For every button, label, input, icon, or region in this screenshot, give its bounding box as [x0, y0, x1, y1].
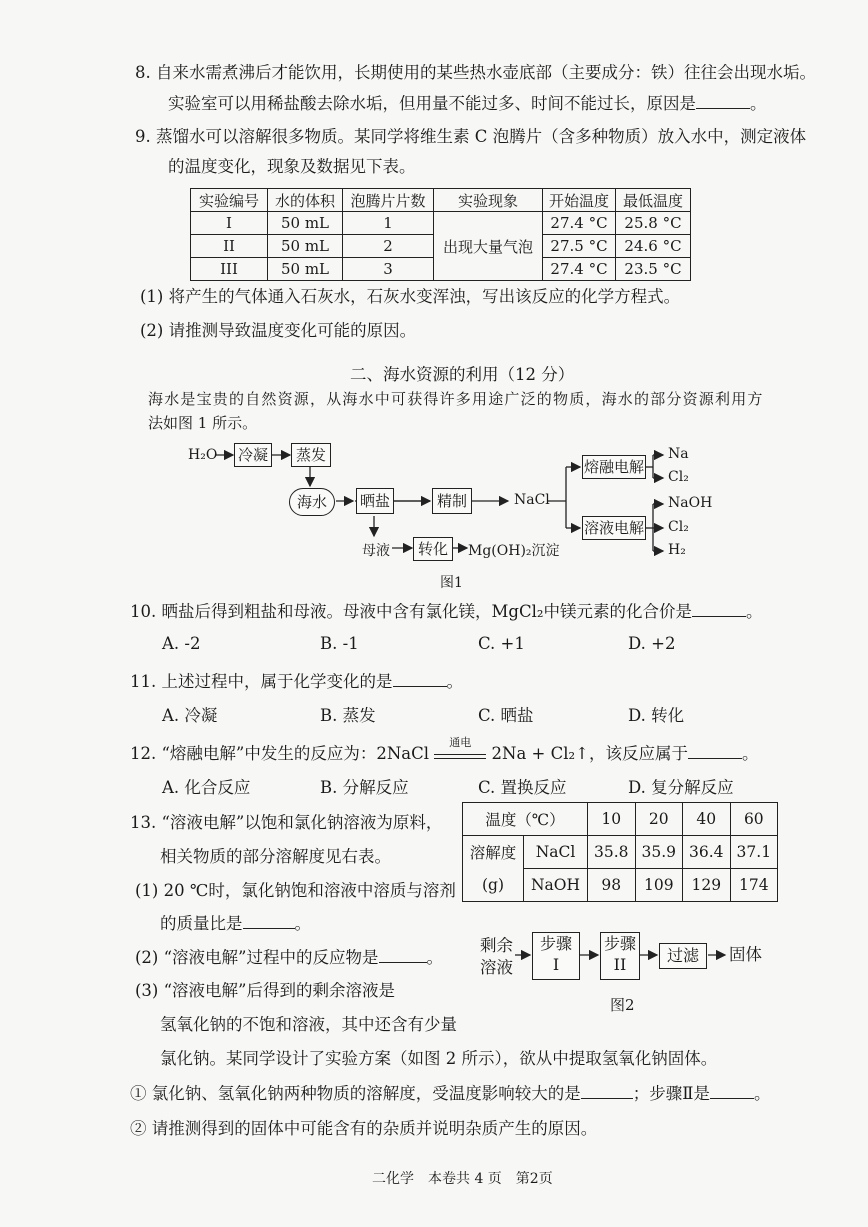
option-d[interactable]: D. 转化: [628, 706, 685, 725]
q10-stem: 10. 晒盐后得到粗盐和母液。母液中含有氯化镁，MgCl₂中镁元素的化合价是 。: [130, 602, 763, 621]
table-cell: 50 mL: [268, 258, 343, 281]
table-cell: 60: [730, 803, 778, 836]
table-cell: III: [191, 258, 268, 281]
naoh-label: NaOH: [668, 495, 713, 511]
refine-box: 精制: [432, 488, 472, 514]
solid-label: 固体: [729, 945, 762, 964]
table-cell: 10: [588, 803, 636, 836]
table-cell: 50 mL: [268, 235, 343, 258]
figure1-caption: 图1: [440, 575, 463, 591]
table-cell: 174: [730, 869, 778, 902]
sun-salt-box: 晒盐: [356, 488, 394, 514]
table-cell: 109: [635, 869, 683, 902]
table-header: 实验现象: [434, 189, 543, 212]
h2-label: H₂: [668, 542, 686, 558]
option-b[interactable]: B. -1: [320, 634, 359, 653]
q13-sub1b: 的质量比是 。: [160, 914, 311, 933]
section-intro-line2: 法如图 1 所示。: [148, 414, 258, 432]
table-cell: 20: [635, 803, 683, 836]
option-b[interactable]: B. 分解反应: [320, 778, 409, 797]
table-header: 水的体积: [268, 189, 343, 212]
condition-label: 通电: [449, 736, 472, 749]
figure2-caption: 图2: [610, 996, 635, 1014]
table-cell: II: [191, 235, 268, 258]
option-a[interactable]: A. -2: [162, 634, 201, 653]
h2o-label: H₂O: [188, 447, 218, 463]
table-cell: I: [191, 212, 268, 235]
q13-sub2: (2) “溶液电解”过程中的反应物是 。: [135, 948, 443, 967]
convert-box: 转化: [413, 537, 453, 561]
table-cell: 129: [683, 869, 731, 902]
q9-sub2: (2) 请推测导致温度变化可能的原因。: [140, 321, 417, 340]
unit-label: (g): [481, 875, 505, 894]
table-cell: 27.4 °C: [543, 212, 616, 235]
table-header: 实验编号: [191, 189, 268, 212]
mother-liquor-label: 母液: [362, 543, 390, 559]
table-cell: 3: [343, 258, 434, 281]
table-cell: 2: [343, 235, 434, 258]
cl2-label: Cl₂: [668, 519, 689, 535]
cl2-label: Cl₂: [668, 469, 689, 485]
section-intro-line1: 海水是宝贵的自然资源，从海水中可获得许多用途广泛的物质，海水的部分资源利用方: [148, 390, 764, 408]
table-header: 开始温度: [543, 189, 616, 212]
mgoh2-label: Mg(OH)₂沉淀: [468, 543, 560, 559]
q13-c2: ② 请推测得到的固体中可能含有的杂质并说明杂质产生的原因。: [130, 1119, 598, 1138]
step1-box: 步骤 I: [532, 932, 580, 980]
section-title: 二、海水资源的利用（12 分）: [350, 365, 575, 384]
nacl-label: NaCl: [514, 492, 550, 508]
step2-box: 步骤 II: [600, 932, 640, 980]
evaporate-box: 蒸发: [291, 443, 331, 467]
table-cell: 35.9: [635, 836, 683, 869]
table-cell: 98: [588, 869, 636, 902]
table-header: 泡腾片片数: [343, 189, 434, 212]
table-cell: 50 mL: [268, 212, 343, 235]
q8-line1: 8. 自来水需煮沸后才能饮用，长期使用的某些热水壶底部（主要成分：铁）往往会出现水垢。: [135, 63, 816, 82]
seawater-node: 海水: [289, 488, 335, 516]
option-b[interactable]: B. 蒸发: [320, 706, 376, 725]
q12-stem: 12. “熔融电解”中发生的反应为：2NaCl 通电 2Na + Cl₂↑，该反应属于 。: [130, 742, 758, 765]
table-cell: 36.4: [683, 836, 731, 869]
table-cell: NaOH: [524, 869, 588, 902]
remaining-solution-label: 剩余 溶液: [480, 936, 513, 977]
solubility-label-text: 溶解度: [469, 843, 517, 862]
q9-line2: 的温度变化，现象及数据见下表。: [168, 157, 416, 176]
table-cell: 27.5 °C: [543, 235, 616, 258]
q9-sub1: (1) 将产生的气体通入石灰水，石灰水变浑浊，写出该反应的化学方程式。: [140, 287, 681, 306]
table-cell: 27.4 °C: [543, 258, 616, 281]
q13-sub1a: (1) 20 ℃时，氯化钠饱和溶液中溶质与溶剂: [135, 881, 456, 900]
table-cell: 23.5 °C: [616, 258, 691, 281]
option-d[interactable]: D. +2: [628, 634, 676, 653]
option-a[interactable]: A. 化合反应: [162, 778, 251, 797]
q13-sub3c: 氯化钠。某同学设计了实验方案（如图 2 所示），欲从中提取氢氧化钠固体。: [160, 1049, 718, 1068]
option-a[interactable]: A. 冷凝: [162, 706, 218, 725]
na-label: Na: [668, 446, 689, 462]
q13-line1: 13. “溶液电解”以饱和氯化钠溶液为原料，: [130, 813, 443, 832]
q11-stem: 11. 上述过程中，属于化学变化的是 。: [130, 672, 463, 691]
q13-sub3a: (3) “溶液电解”后得到的剩余溶液是: [135, 981, 395, 1000]
table-cell: 35.8: [588, 836, 636, 869]
temperature-label: 温度（℃）: [463, 803, 588, 836]
filter-box: 过滤: [659, 943, 707, 969]
q8-line2: 实验室可以用稀盐酸去除水垢，但用量不能过多、时间不能过长，原因是 。: [168, 94, 767, 113]
table-cell: 37.1: [730, 836, 778, 869]
solution-electrolysis-box: 溶液电解: [582, 516, 646, 540]
table-header: 最低温度: [616, 189, 691, 212]
table-cell: 1: [343, 212, 434, 235]
page-footer: 二化学 本卷共 4 页 第2页: [372, 1171, 553, 1187]
condense-box: 冷凝: [234, 443, 272, 467]
q13-sub3b: 氢氧化钠的不饱和溶液，其中还含有少量: [160, 1015, 457, 1034]
q9-line1: 9. 蒸馏水可以溶解很多物质。某同学将维生素 C 泡腾片（含多种物质）放入水中，测定液体: [135, 127, 807, 146]
table-cell: 25.8 °C: [616, 212, 691, 235]
q13-c1: ① 氯化钠、氢氧化钠两种物质的溶解度，受温度影响较大的是 ；步骤Ⅱ是 。: [130, 1084, 771, 1103]
melt-electrolysis-box: 熔融电解: [582, 455, 646, 479]
option-d[interactable]: D. 复分解反应: [628, 778, 734, 797]
table-cell: NaCl: [524, 836, 588, 869]
option-c[interactable]: C. 置换反应: [478, 778, 567, 797]
phenomenon-cell: 出现大量气泡: [434, 212, 543, 281]
option-c[interactable]: C. +1: [478, 634, 525, 653]
table-cell: 24.6 °C: [616, 235, 691, 258]
table-cell: 40: [683, 803, 731, 836]
q13-line2: 相关物质的部分溶解度见右表。: [160, 847, 391, 866]
option-c[interactable]: C. 晒盐: [478, 706, 534, 725]
